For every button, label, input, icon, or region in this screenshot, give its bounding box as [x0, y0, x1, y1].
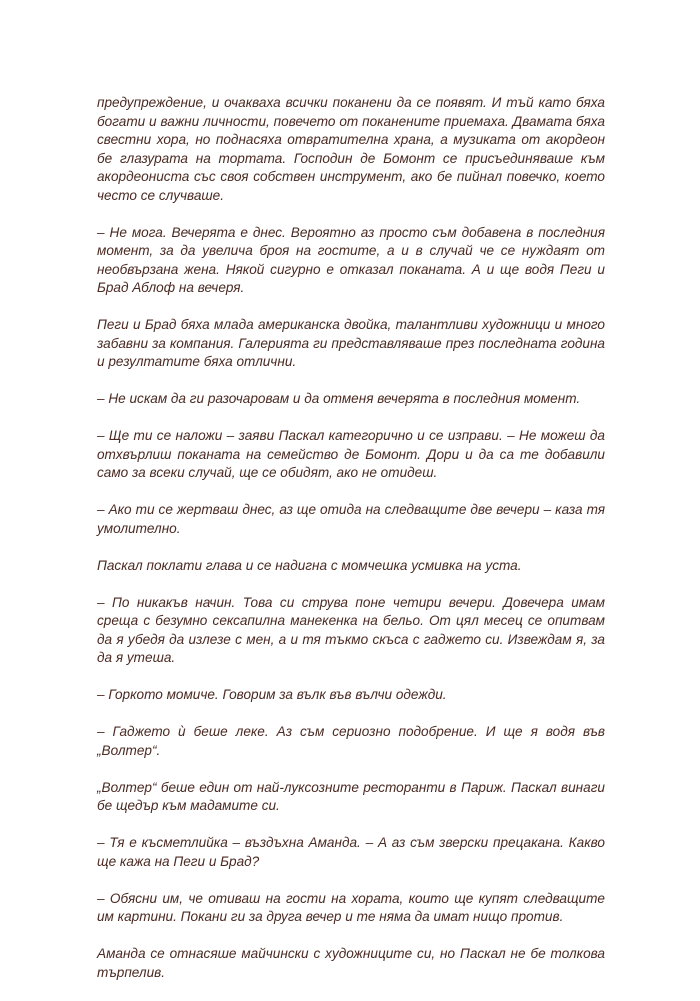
paragraph: – Не искам да ги разочаровам и да отменя вечерята в последния момент.	[97, 391, 581, 406]
paragraph: – Ще ти се наложи – заяви Паскал категорично и се изправи. – Не можеш да отхвърлиш поканата на семейство де Бомонт. Дори и да са те добавили само за всеки случай, ще се обидят, ако не отидеш.	[97, 428, 605, 480]
paragraph: – Обясни им, че отиваш на гости на хората, които ще купят следващите им картини. Покани ги за друга вечер и те няма да имат нищо против.	[97, 890, 605, 924]
paragraph: – Горкото момиче. Говорим за вълк във вълчи одежди.	[97, 687, 447, 702]
document-body	[97, 94, 605, 1001]
paragraph: Пеги и Брад бяха млада американска двойка, талантливи художници и много забавни за компания. Галерията ги представляваше през последната година и резултатите бяха отлични.	[97, 317, 605, 369]
paragraph: – Гаджето ѝ беше леке. Аз съм сериозно подобрение. И ще я водя във „Волтер“.	[97, 724, 605, 758]
paragraph: предупреждение, и очакваха всички поканени да се появят. И тъй като бяха богати и важни личности, повечето от поканените приемаха. Двамата бяха свестни хора, но поднасяха отвратителна храна, а музиката от акордеон бе глазурата на тортата. Господин де Бомонт се присъединяваше към акордеониста със своя собствен инструмент, ако бе пийнал повечко, което често се случваше.	[97, 95, 605, 203]
paragraph: – Не мога. Вечерята е днес. Вероятно аз просто съм добавена в последния момент, за да увелича броя на гостите, а и в случай че се нуждаят от необвързана жена. Някой сигурно е отказал поканата. А и ще водя Пеги и Брад Аблоф на вечеря.	[97, 224, 605, 295]
paragraph: – По никакъв начин. Това си струва поне четири вечери. Довечера имам среща с безумно сексапилна манекенка на бельо. От цял месец се опитвам да я убедя да излезе с мен, а и тя тъкмо скъса с гаджето си. Извеждам я, за да я утеша.	[97, 594, 605, 665]
paragraph: „Волтер“ беше един от най-луксозните ресторанти в Париж. Паскал винаги бе щедър към мадамите си.	[97, 779, 605, 813]
paragraph: – Тя е късметлийка – въздъхна Аманда. – А аз съм зверски прецакана. Какво ще кажа на Пеги и Брад?	[97, 835, 605, 869]
paragraph: Паскал поклати глава и се надигна с момчешка усмивка на уста.	[97, 557, 522, 573]
paragraph: Аманда се отнасяше майчински с художниците си, но Паскал не бе толкова търпелив.	[97, 946, 605, 980]
paragraph: – Ако ти се жертваш днес, аз ще отида на следващите две вечери – каза тя умолително.	[97, 502, 605, 536]
